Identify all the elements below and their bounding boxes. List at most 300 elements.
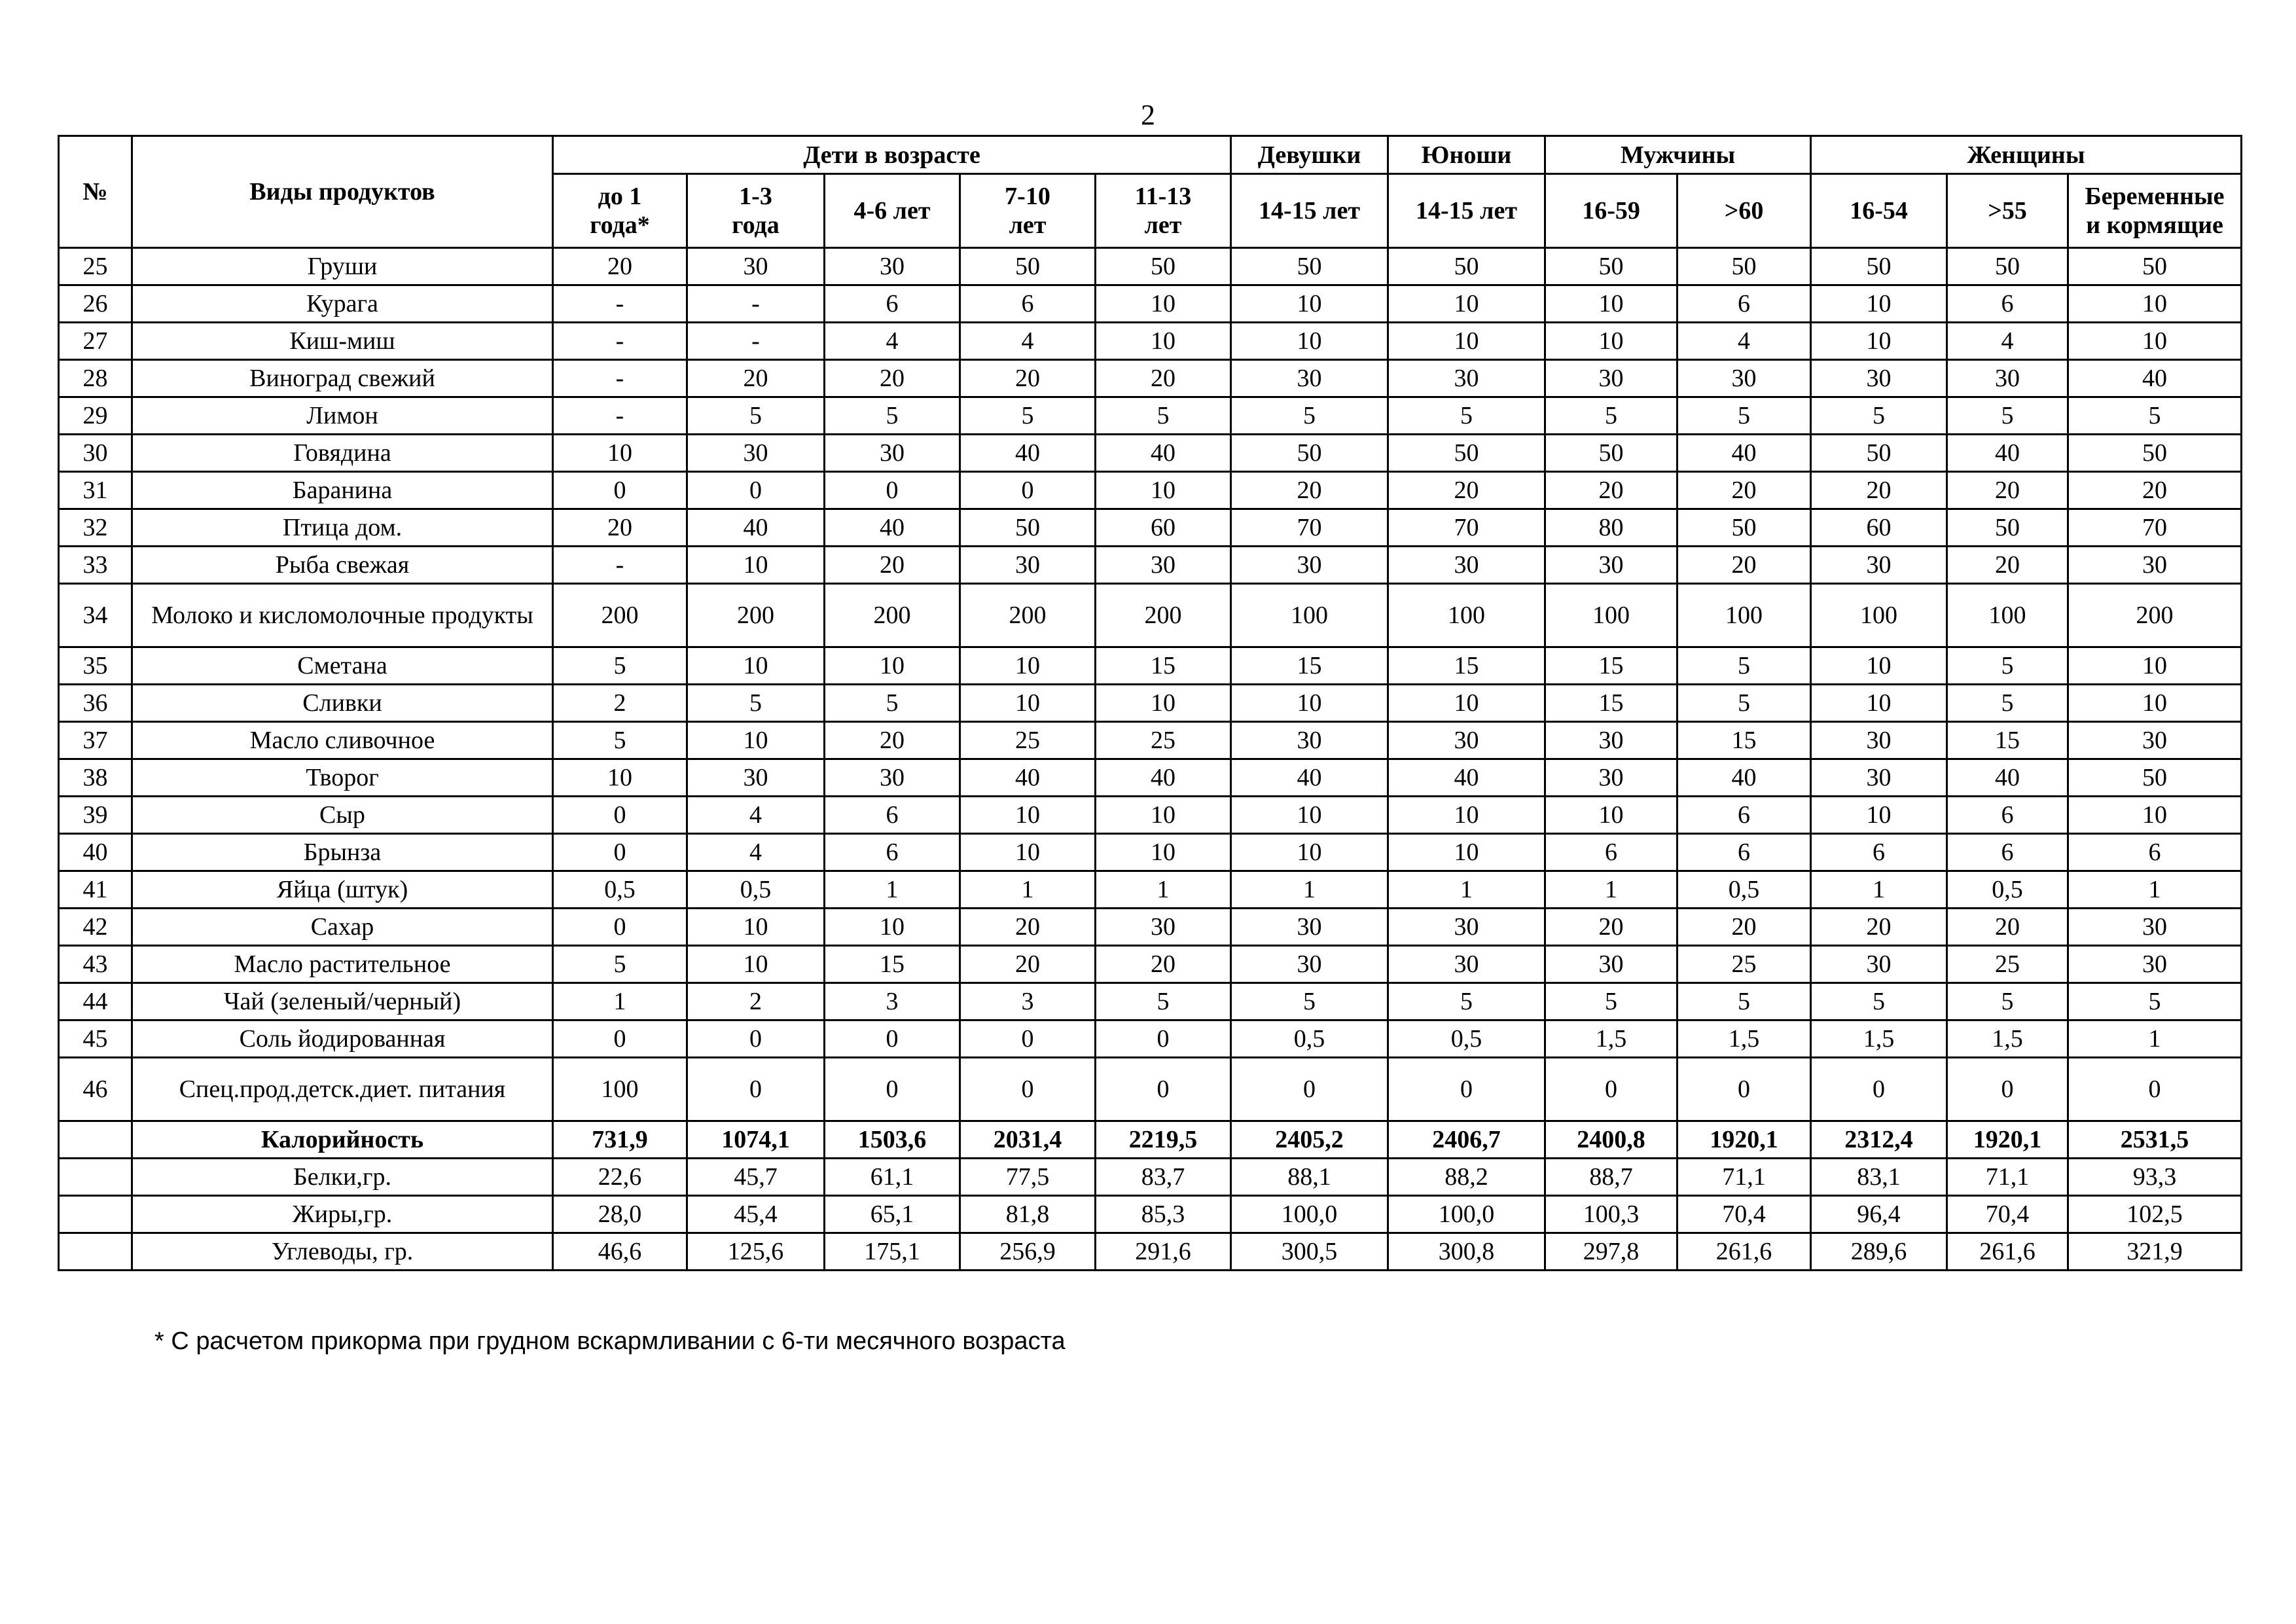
norm-value: 40 [1096,435,1231,472]
norm-value: 10 [1231,323,1388,360]
summary-value: 1074,1 [687,1121,825,1159]
summary-row [59,1196,2242,1233]
table-row [59,509,2242,547]
norm-value: 50 [1811,435,1947,472]
summary-name: Калорийность [132,1121,553,1159]
norm-value: 20 [1677,547,1811,584]
header-age-line: >60 [1724,197,1764,225]
row-number: 30 [59,435,132,472]
norm-value: - [553,547,687,584]
row-number: 32 [59,509,132,547]
norm-value: 20 [1096,946,1231,983]
summary-value: 71,1 [1947,1159,2068,1196]
product-name: Рыба свежая [132,547,553,584]
norm-value: 50 [2068,759,2242,797]
norm-value: 0 [1545,1058,1677,1121]
header-age-line: года* [590,211,650,239]
norm-value: 30 [1811,547,1947,584]
summary-value: 61,1 [825,1159,960,1196]
norm-value: 10 [1388,285,1545,323]
norm-value: 60 [1096,509,1231,547]
summary-value: 1503,6 [825,1121,960,1159]
product-name: Сахар [132,909,553,946]
norm-value: 15 [825,946,960,983]
norm-value: 15 [1545,685,1677,722]
header-age-line: до 1 [598,183,642,210]
header-age-line: года [732,211,780,239]
norm-value: 30 [1096,547,1231,584]
table-row [59,360,2242,397]
row-number: 39 [59,797,132,834]
table-row [59,1058,2242,1121]
norm-value: 50 [1231,248,1388,285]
summary-value: 100,0 [1231,1196,1388,1233]
norm-value: 10 [687,909,825,946]
row-number: 43 [59,946,132,983]
row-number: 35 [59,647,132,685]
norm-value: 30 [1231,946,1388,983]
table-row [59,547,2242,584]
row-number: 37 [59,722,132,759]
product-name: Брынза [132,834,553,871]
header-age-line: 7-10 [1005,183,1050,210]
norm-value: 10 [687,946,825,983]
header-age-col [1811,174,1947,248]
norm-value: 5 [1096,397,1231,435]
norm-value: 1 [1545,871,1677,909]
norm-value: 30 [1388,547,1545,584]
norm-value: 200 [960,584,1096,647]
norm-value: 50 [1677,248,1811,285]
row-number: 41 [59,871,132,909]
header-group-girls: Девушки [1231,136,1388,174]
norm-value: 20 [553,248,687,285]
row-number: 25 [59,248,132,285]
norm-value: 0 [1677,1058,1811,1121]
row-number: 31 [59,472,132,509]
norm-value: 10 [960,797,1096,834]
header-age-line: 14-15 лет [1416,197,1518,225]
row-number: 40 [59,834,132,871]
header-age-line: 1-3 [739,183,772,210]
norm-value: 10 [1231,285,1388,323]
summary-value: 46,6 [553,1233,687,1271]
summary-value: 45,7 [687,1159,825,1196]
norm-value: 30 [687,435,825,472]
summary-value: 2400,8 [1545,1121,1677,1159]
norm-value: 30 [1388,722,1545,759]
norm-value: 100 [1231,584,1388,647]
norm-value: 0 [825,1058,960,1121]
norm-value: 4 [687,797,825,834]
norm-value: 5 [1677,647,1811,685]
norm-value: 30 [1811,759,1947,797]
norm-value: 5 [553,722,687,759]
norm-value: 50 [1947,248,2068,285]
summary-value: 321,9 [2068,1233,2242,1271]
page-number: 2 [1141,99,1155,131]
row-number: 28 [59,360,132,397]
norm-value: 50 [960,509,1096,547]
norm-value: 200 [825,584,960,647]
norm-value: 1 [1388,871,1545,909]
norm-value: 0 [960,472,1096,509]
norm-value: 0 [1388,1058,1545,1121]
header-age-col [825,174,960,248]
product-name: Творог [132,759,553,797]
summary-value: 28,0 [553,1196,687,1233]
product-name: Сыр [132,797,553,834]
norm-value: 200 [1096,584,1231,647]
norm-value: 5 [825,397,960,435]
norm-value: 1,5 [1811,1020,1947,1058]
norm-value: 0,5 [1231,1020,1388,1058]
norm-value: 200 [553,584,687,647]
norm-value: 40 [1947,759,2068,797]
norm-value: 30 [1096,909,1231,946]
norm-value: 10 [1231,797,1388,834]
norm-value: 0,5 [1947,871,2068,909]
norm-value: 20 [825,360,960,397]
product-name: Соль йодированная [132,1020,553,1058]
norm-value: 0 [553,472,687,509]
norm-value: 10 [960,834,1096,871]
norm-value: 25 [960,722,1096,759]
norm-value: 50 [1947,509,2068,547]
norm-value: 20 [960,360,1096,397]
header-group-women: Женщины [1811,136,2242,174]
summary-value: 93,3 [2068,1159,2242,1196]
norm-value: 10 [553,435,687,472]
summary-number-empty [59,1196,132,1233]
norm-value: 0 [960,1020,1096,1058]
norm-value: 0 [1096,1058,1231,1121]
product-name: Говядина [132,435,553,472]
norm-value: 6 [1947,285,2068,323]
norm-value: 5 [1545,983,1677,1020]
summary-number-empty [59,1121,132,1159]
norm-value: 5 [1947,397,2068,435]
norm-value: 60 [1811,509,1947,547]
norm-value: 200 [687,584,825,647]
norm-value: 0 [825,1020,960,1058]
norm-value: 0,5 [687,871,825,909]
summary-value: 731,9 [553,1121,687,1159]
summary-value: 70,4 [1677,1196,1811,1233]
norm-value: 4 [825,323,960,360]
summary-value: 22,6 [553,1159,687,1196]
row-number: 26 [59,285,132,323]
norm-value: 40 [1231,759,1388,797]
summary-number-empty [59,1233,132,1271]
norm-value: 30 [1388,909,1545,946]
norm-value: 6 [825,797,960,834]
norm-value: 25 [1677,946,1811,983]
norm-value: 50 [1811,248,1947,285]
norm-value: 6 [1677,834,1811,871]
header-age-col [1677,174,1811,248]
product-name: Баранина [132,472,553,509]
norm-value: 10 [1388,797,1545,834]
header-group-boys: Юноши [1388,136,1545,174]
summary-name: Углеводы, гр. [132,1233,553,1271]
table-row [59,871,2242,909]
norm-value: 2 [553,685,687,722]
norm-value: 5 [1388,397,1545,435]
norm-value: 50 [1231,435,1388,472]
header-age-line: лет [1009,211,1047,239]
norm-value: 1 [1231,871,1388,909]
row-number: 45 [59,1020,132,1058]
norm-value: 0 [553,797,687,834]
norm-value: 70 [1231,509,1388,547]
norm-value: 5 [1947,685,2068,722]
summary-value: 175,1 [825,1233,960,1271]
norm-value: 6 [2068,834,2242,871]
norm-value: 20 [553,509,687,547]
norm-value: 15 [1096,647,1231,685]
product-name: Масло сливочное [132,722,553,759]
table-row [59,909,2242,946]
norm-value: 100 [1947,584,2068,647]
summary-row [59,1233,2242,1271]
norm-value: 1 [1811,871,1947,909]
norm-value: 30 [825,248,960,285]
norm-value: 10 [1096,834,1231,871]
product-name: Лимон [132,397,553,435]
summary-value: 71,1 [1677,1159,1811,1196]
norm-value: 20 [960,909,1096,946]
header-age-line: 11-13 [1134,183,1192,210]
product-name: Сливки [132,685,553,722]
summary-value: 2219,5 [1096,1121,1231,1159]
row-number: 34 [59,584,132,647]
norm-value: 30 [1388,360,1545,397]
norm-value: 20 [1545,472,1677,509]
norm-value: 6 [825,285,960,323]
norm-value: 40 [960,435,1096,472]
header-age-col [1096,174,1231,248]
norm-value: 20 [1096,360,1231,397]
norm-value: 30 [1811,946,1947,983]
header-age-col [1388,174,1545,248]
norm-value: 10 [2068,323,2242,360]
norm-value: 30 [2068,722,2242,759]
norm-value: 10 [1096,323,1231,360]
norm-value: 20 [960,946,1096,983]
norm-value: 10 [1096,797,1231,834]
table-row [59,647,2242,685]
norm-value: 5 [687,685,825,722]
norm-value: 0 [553,834,687,871]
norm-value: 5 [1811,397,1947,435]
norm-value: 30 [687,759,825,797]
norm-value: 3 [960,983,1096,1020]
norm-value: 10 [1811,647,1947,685]
norm-value: 10 [687,647,825,685]
norm-value: 50 [1388,248,1545,285]
product-name: Яйца (штук) [132,871,553,909]
product-name: Киш-миш [132,323,553,360]
norm-value: 10 [1545,797,1677,834]
norm-value: - [553,285,687,323]
norm-value: 30 [825,759,960,797]
norm-value: - [553,323,687,360]
norm-value: 1 [2068,871,2242,909]
norm-value: 1 [2068,1020,2242,1058]
norm-value: 5 [1677,397,1811,435]
norm-value: 5 [2068,983,2242,1020]
header-group-children: Дети в возрасте [553,136,1231,174]
norm-value: 3 [825,983,960,1020]
table-row [59,323,2242,360]
norm-value: 30 [1545,946,1677,983]
norm-value: 1 [1096,871,1231,909]
table-row [59,983,2242,1020]
product-name: Курага [132,285,553,323]
header-age-line: >55 [1988,197,2027,225]
norm-value: 5 [687,397,825,435]
header-age-line: 16-59 [1582,197,1640,225]
norm-value: 200 [2068,584,2242,647]
norm-value: 5 [1096,983,1231,1020]
norm-value: 6 [1545,834,1677,871]
summary-value: 261,6 [1947,1233,2068,1271]
norm-value: 40 [1388,759,1545,797]
norm-value: 10 [1096,685,1231,722]
table-row [59,722,2242,759]
norm-value: 0 [2068,1058,2242,1121]
norm-value: 10 [960,685,1096,722]
summary-value: 2031,4 [960,1121,1096,1159]
norm-value: 30 [1231,909,1388,946]
norm-value: 30 [1811,360,1947,397]
norm-value: 50 [1545,248,1677,285]
norm-value: - [553,397,687,435]
norm-value: 10 [1545,323,1677,360]
norm-value: 100 [553,1058,687,1121]
norm-value: 0 [553,909,687,946]
norm-value: 40 [825,509,960,547]
product-name: Виноград свежий [132,360,553,397]
summary-value: 2312,4 [1811,1121,1947,1159]
norm-value: 30 [1545,722,1677,759]
norm-value: 10 [1811,285,1947,323]
row-number: 33 [59,547,132,584]
norm-value: 40 [2068,360,2242,397]
header-age-col [687,174,825,248]
summary-value: 300,8 [1388,1233,1545,1271]
table-row [59,759,2242,797]
norm-value: 0 [1096,1020,1231,1058]
norm-value: 10 [2068,285,2242,323]
norm-value: 10 [1811,323,1947,360]
summary-value: 125,6 [687,1233,825,1271]
norm-value: 30 [1545,360,1677,397]
summary-value: 45,4 [687,1196,825,1233]
norm-value: 50 [2068,248,2242,285]
norm-value: 30 [960,547,1096,584]
summary-row [59,1159,2242,1196]
table-row [59,946,2242,983]
norm-value: 100 [1545,584,1677,647]
row-number: 36 [59,685,132,722]
norm-value: 10 [960,647,1096,685]
norm-value: 10 [553,759,687,797]
norm-value: 20 [1947,547,2068,584]
header-group-row [59,136,2242,174]
norm-value: 0 [825,472,960,509]
norm-value: 2 [687,983,825,1020]
norm-value: 6 [1947,797,2068,834]
norm-value: 30 [1388,946,1545,983]
norm-value: 10 [1388,834,1545,871]
norm-value: 5 [825,685,960,722]
norm-value: 20 [1388,472,1545,509]
summary-value: 300,5 [1231,1233,1388,1271]
norm-value: 20 [1811,472,1947,509]
summary-value: 100,3 [1545,1196,1677,1233]
norm-value: 5 [553,647,687,685]
norm-value: 10 [1096,472,1231,509]
footnote: * С расчетом прикорма при грудном вскармливании с 6-ти месячного возраста [154,1327,1066,1355]
table-body [59,248,2242,1271]
norm-value: 0 [687,472,825,509]
norm-value: 6 [960,285,1096,323]
row-number: 46 [59,1058,132,1121]
norm-value: 50 [1677,509,1811,547]
norm-value: 80 [1545,509,1677,547]
header-age-line: Беременные [2085,183,2225,210]
summary-value: 291,6 [1096,1233,1231,1271]
norm-value: 10 [1545,285,1677,323]
norm-value: 20 [687,360,825,397]
norm-value: 15 [1545,647,1677,685]
norm-value: 0 [553,1020,687,1058]
summary-value: 100,0 [1388,1196,1545,1233]
summary-value: 1920,1 [1677,1121,1811,1159]
norm-value: 20 [1947,909,2068,946]
norm-value: 10 [1231,685,1388,722]
norm-value: 40 [687,509,825,547]
norm-value: 50 [1545,435,1677,472]
header-age-col [1947,174,2068,248]
summary-value: 83,1 [1811,1159,1947,1196]
header-age-line: лет [1144,211,1182,239]
summary-value: 77,5 [960,1159,1096,1196]
product-name: Молоко и кисломолочные продукты [132,584,553,647]
norm-value: 4 [687,834,825,871]
norm-value: 10 [2068,647,2242,685]
table-row [59,797,2242,834]
norm-value: - [687,285,825,323]
norm-value: 10 [1231,834,1388,871]
norm-value: 5 [1388,983,1545,1020]
header-age-col [553,174,687,248]
summary-value: 96,4 [1811,1196,1947,1233]
norm-value: 30 [687,248,825,285]
norm-value: 20 [1545,909,1677,946]
norm-value: 30 [1947,360,2068,397]
row-number: 27 [59,323,132,360]
norm-value: 0 [1231,1058,1388,1121]
norm-value: 20 [1811,909,1947,946]
header-product: Виды продуктов [132,136,553,248]
summary-value: 65,1 [825,1196,960,1233]
row-number: 29 [59,397,132,435]
norm-value: 30 [1231,360,1388,397]
row-number: 44 [59,983,132,1020]
